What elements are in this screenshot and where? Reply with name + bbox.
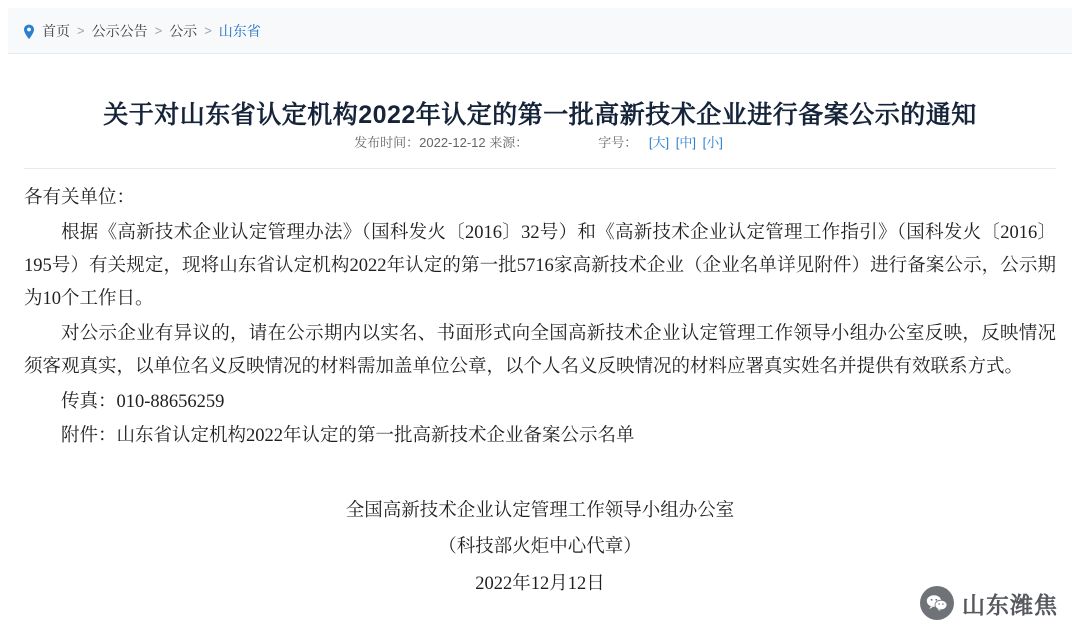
paragraph-attachment: 附件：山东省认定机构2022年认定的第一批高新技术企业备案公示名单: [61, 426, 635, 447]
font-size-medium[interactable]: [中]: [675, 135, 696, 150]
signature-block: [24, 493, 1056, 601]
signature-org: 全国高新技术企业认定管理工作领导小组办公室: [345, 501, 735, 522]
breadcrumb: [8, 8, 1072, 54]
signature-date: 2022年12月12日: [475, 573, 605, 594]
paragraph-basis: 根据《高新技术企业认定管理办法》（国科发火〔2016〕32号）和《高新技术企业认定管理工作指引》（国科发火〔2016〕195号）有关规定，现将山东省认定机构2022年认定的第一批5716家高新技术企业（企业名单详见附件）进行备案公示，公示期为10个工作日。: [24, 222, 1056, 309]
font-size-controls: [598, 132, 726, 151]
location-pin-icon: [22, 24, 36, 40]
breadcrumb-separator: >: [204, 23, 212, 38]
font-size-label: 字号：: [598, 135, 638, 150]
header-divider: [24, 168, 1056, 169]
paragraph-objection: 对公示企业有异议的，请在公示期内以实名、书面形式向全国高新技术企业认定管理工作领导小组办公室反映，反映情况须客观真实，以单位名义反映情况的材料需加盖单位公章，以个人名义反映情况的材料应署真实姓名并提供有效联系方式。: [24, 323, 1056, 377]
paragraph-fax: 传真：010-88656259: [61, 391, 225, 412]
breadcrumb-item-publicity[interactable]: 公示: [169, 22, 198, 39]
wechat-icon: [920, 586, 954, 620]
article-meta: [0, 132, 1080, 151]
watermark-text: 山东潍焦: [962, 591, 1058, 618]
breadcrumb-separator: >: [154, 23, 163, 38]
font-size-large[interactable]: [大]: [648, 135, 670, 150]
breadcrumb-separator: >: [77, 23, 85, 38]
breadcrumb-item-announcements[interactable]: 公示公告: [91, 22, 148, 39]
breadcrumb-item-shandong[interactable]: 山东省: [218, 22, 261, 39]
page-title: 关于对山东省认定机构2022年认定的第一批高新技术企业进行备案公示的通知: [103, 100, 977, 129]
breadcrumb-item-home[interactable]: 首页: [42, 22, 70, 39]
signature-seal-note: （科技部火炬中心代章）: [438, 537, 642, 558]
paragraph-salutation: 各有关单位：: [24, 188, 136, 208]
watermark: [920, 586, 1058, 620]
font-size-small[interactable]: [小]: [702, 135, 723, 150]
article-body: [24, 182, 1056, 602]
publish-info: 发布时间：2022-12-12 来源：: [354, 135, 529, 150]
